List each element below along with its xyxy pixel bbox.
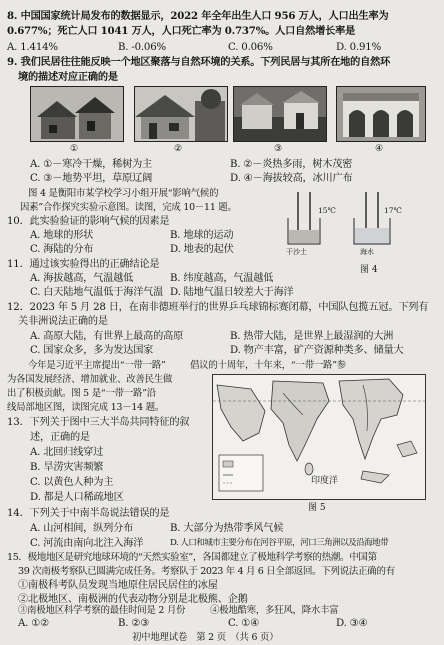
q15-line1: 15．极地地区是研究地球环境的“天然实验室”，各国都建立了极地科学考察的热潮。中国第 [7, 552, 377, 563]
q12-line2: 关非洲说法正确的是 [18, 316, 108, 327]
figure-5-map [212, 374, 426, 500]
q8-option-b: B. -0.06% [118, 42, 166, 53]
q13-option-d: D. 都是人口稀疏地区 [30, 492, 124, 503]
q15-statement-2: ②北极地区、南极洲的代表动物分别是北极熊、企鹅 [18, 594, 248, 605]
q11-option-d: D. 陆地气温日较差大于海洋 [170, 287, 294, 298]
q13-stem-line1: 13．下列关于图中三大半岛共同特征的叙 [7, 417, 190, 428]
q8-option-a: A. 1.414% [7, 42, 58, 53]
q15-option-d: D. ③④ [336, 618, 368, 629]
q10-intro-line1: 图 4 是衡阳市某学校学习小组开展“影响气候的 [28, 188, 219, 199]
q10-intro-line2: 因素”合作探究实验示意图。读图，完成 10－11 题。 [20, 202, 237, 213]
q10-option-d: D. 地表的起伏 [170, 244, 234, 255]
photo-label-4: ④ [375, 144, 384, 154]
q9-line2: 境的描述对应正确的是 [18, 71, 118, 83]
fig4-temp-2: 17℃ [384, 206, 402, 215]
q14-option-d: D. 人口和城市主要分布在河谷平原，河口三角洲以及沿海地带 [170, 538, 389, 548]
q8-option-c: C. 0.06% [228, 42, 273, 53]
q10-stem: 10．此实验验证的影响气候的因素是 [7, 216, 170, 227]
q9-line1: 9. 我们民居往往能反映一个地区聚落与自然环境的关系。下列民居与其所在地的自然环 [7, 56, 391, 68]
q14-stem: 14．下列关于中南半岛说法错误的是 [7, 508, 170, 519]
q12-option-d: D. 物产丰富，矿产资源种类多、储量大 [230, 345, 404, 356]
dwelling-photo-4 [336, 86, 426, 142]
q15-line2: 39 次南极考察队已圆满完成任务。考察队于 2023 年 4 月 6 日全部返回。下列说法正确的有 [18, 566, 395, 577]
q13-intro-line4: 为各国发展经济、增加就业、改善民生做 [7, 374, 173, 385]
q8-line2: 0.677%；死亡人口 1041 万人，人口死亡率为 0.737%。人口自然增长率是 [7, 25, 356, 37]
photo-label-1: ① [70, 144, 79, 154]
q10-option-a: A. 地球的形状 [30, 230, 94, 241]
figure-4-caption: 图 4 [360, 265, 378, 275]
q15-statement-1: ①南极科考队员发现当地原住居民居住的冰屋 [18, 580, 218, 591]
q8-line1: 8. 中国国家统计局发布的数据显示，2022 年全年出生人口 956 万人，人口出生率为 [7, 10, 389, 22]
q12-option-a: A. 高原大陆，有世界上最高的高原 [30, 331, 184, 342]
q12-option-b: B. 热带大陆，是世界上最湿润的大洲 [230, 331, 394, 342]
q11-option-a: A. 海拔越高，气温越低 [30, 273, 134, 284]
indian-ocean-label: 印度洋 [311, 476, 339, 486]
fig4-label-water: 海水 [360, 248, 374, 256]
figure-4-experiment [280, 188, 420, 260]
q11-option-c: C. 白天陆地气温低于海洋气温 [30, 287, 164, 298]
q10-option-c: C. 海陆的分布 [30, 244, 94, 255]
figure-5-caption: 图 5 [308, 503, 326, 513]
q8-option-d: D. 0.91% [336, 42, 382, 53]
q14-option-c: C. 河流由南向北注入海洋 [30, 538, 144, 549]
q11-option-b: B. 纬度越高，气温越低 [170, 273, 274, 284]
q14-option-b: B. 大部分为热带季风气候 [170, 523, 284, 534]
dwelling-photo-1 [30, 86, 124, 142]
dwelling-photo-3 [233, 86, 327, 142]
q13-option-b: B. 旱涝灾害频繁 [30, 462, 104, 473]
q15-option-b: B. ②③ [118, 618, 150, 629]
q9-option-c: C. ③－地势平坦，草原辽阔 [30, 173, 153, 184]
q15-statement-4-visible: ④极地酷寒，多狂风，降水丰富 [210, 605, 339, 616]
q12-line1: 12．2023 年 5 月 28 日，在南非德班举行的世界乒乓球锦标赛闭幕，中国队包揽五冠。下列有 [7, 302, 429, 313]
q13-intro-line6: 线局部地区图，读图完成 13－14 题。 [7, 402, 165, 413]
q9-option-b: B. ②－炎热多雨，树木茂密 [230, 159, 353, 170]
q11-stem: 11．通过该实验得出的正确结论是 [7, 259, 160, 270]
q13-option-c: C. 以黄色人种为主 [30, 477, 114, 488]
q13-intro-line2: 倡议的十周年，十年来，“一带一路”参 [190, 360, 346, 371]
q13-option-a: A. 北回归线穿过 [30, 447, 104, 458]
q15-statement-3-visible: ③南极地区科学考察的最佳时间是 2 月份 [18, 605, 186, 616]
q15-option-c: C. ①④ [228, 618, 260, 629]
q9-option-a: A. ①－寒冷干燥，稀树为主 [30, 159, 153, 170]
q13-intro-line5: 出了积极贡献。图 5 是“一带一路”沿 [7, 388, 156, 399]
q15-option-a: A. ①② [18, 618, 50, 629]
dwelling-photo-2 [134, 86, 228, 142]
photo-label-3: ③ [274, 144, 283, 154]
q13-stem-line2: 述，正确的是 [30, 432, 90, 443]
q13-intro-line1: 今年是习近平主席提出“一带一路” [28, 360, 166, 371]
q12-option-c: C. 国家众多，多为发达国家 [30, 345, 154, 356]
page-footer: 初中地理试卷 第 2 页 （共 6 页） [132, 632, 279, 643]
q14-option-a: A. 山河相间，纵列分布 [30, 523, 134, 534]
fig4-label-sand: 干沙土 [286, 248, 307, 256]
q10-option-b: B. 地球的运动 [170, 230, 234, 241]
photo-label-2: ② [174, 144, 183, 154]
fig4-temp-1: 15℃ [318, 206, 336, 215]
q9-option-d: D. ④－海拔较高，冰川广布 [230, 173, 353, 184]
